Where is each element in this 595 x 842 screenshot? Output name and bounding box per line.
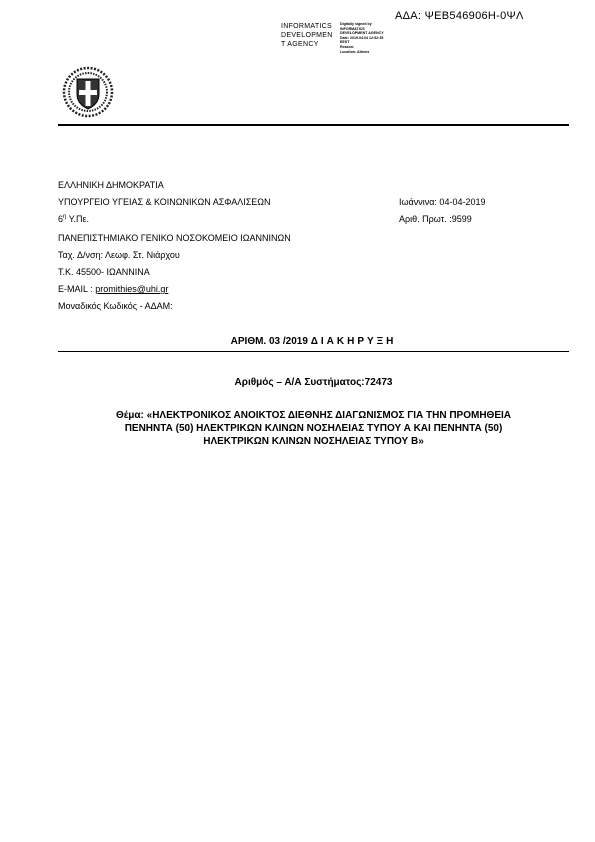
signature-line: Reason:: [340, 44, 355, 49]
health-region-text: Υ.Πε.: [66, 214, 90, 224]
signature-line: EEST: [340, 40, 350, 45]
health-region: [58, 214, 89, 224]
signature-line: Digitally signed by: [340, 22, 372, 26]
declaration-word: ΔΙΑΚΗΡΥΞΗ: [310, 336, 397, 347]
postal-code: Τ.Κ. 45500- ΙΩΑΝΝΙΝΑ: [58, 267, 150, 277]
subject-line: ΠΕΝΗΝΤΑ (50) ΗΛΕΚΤΡΙΚΩΝ ΚΛΙΝΩΝ ΝΟΣΗΛΕΙΑΣ ΤΥΠΟΥ Α ΚΑΙ ΠΕΝΗΝΤΑ (50): [124, 423, 503, 434]
unique-code: Μοναδικός Κωδικός - ΑΔΑΜ:: [58, 301, 173, 311]
subject-line: Θέμα: «ΗΛΕΚΤΡΟΝΙΚΟΣ ΑΝΟΙΚΤΟΣ ΔΙΕΘΝΗΣ ΔΙΑΓΩΝΙΣΜΟΣ ΓΙΑ ΤΗΝ ΠΡΟΜΗΘΕΙΑ: [115, 410, 511, 421]
subject-line: ΗΛΕΚΤΡΙΚΩΝ ΚΛΙΝΩΝ ΝΟΣΗΛΕΙΑΣ ΤΥΠΟΥ Β»: [203, 436, 424, 447]
email-link[interactable]: promithies@uhi.gr: [95, 284, 169, 294]
header-rule: [58, 124, 569, 126]
republic-name: ΕΛΛΗΝΙΚΗ ΔΗΜΟΚΡΑΤΙΑ: [58, 180, 164, 190]
health-region-number: 6: [58, 214, 64, 224]
declaration-title: [58, 336, 569, 347]
signature-line: DEVELOPMENT AGENCY: [340, 31, 384, 36]
signature-line: Date: 2019.04.04 12:52:35: [340, 35, 384, 40]
agency-line: INFORMATICS: [281, 23, 333, 30]
document-date: Ιωάννινα: 04-04-2019: [399, 197, 486, 207]
digital-signature-details: [340, 22, 384, 54]
ministry-name: ΥΠΟΥΡΓΕΙΟ ΥΓΕΙΑΣ & ΚΟΙΝΩΝΙΚΩΝ ΑΣΦΑΛΙΣΕΩΝ: [58, 197, 271, 207]
ada-code: ΑΔΑ: ΨΕΒ546906Η-0ΨΛ: [395, 10, 524, 22]
greek-coat-of-arms-icon: [62, 66, 114, 118]
health-region-superscript: η: [63, 214, 67, 220]
agency-line: DEVELOPMEN: [281, 32, 333, 39]
agency-line: T AGENCY: [281, 41, 319, 48]
digital-signature-agency: [281, 22, 333, 49]
signature-line: Location: Athens: [340, 49, 370, 54]
subject-block: [58, 409, 569, 448]
email-row: [58, 284, 168, 294]
declaration-number: ΑΡΙΘΜ. 03 /2019: [230, 336, 311, 347]
signature-line: INFORMATICS: [340, 26, 365, 31]
protocol-number: Αριθ. Πρωτ. :9599: [399, 214, 472, 224]
system-number: Αριθμός – Α/Α Συστήματος:72473: [234, 377, 393, 388]
email-label: E-MAIL :: [58, 284, 96, 294]
declaration-rule: [58, 351, 569, 352]
hospital-name: ΠΑΝΕΠΙΣΤΗΜΙΑΚΟ ΓΕΝΙΚΟ ΝΟΣΟΚΟΜΕΙΟ ΙΩΑΝΝΙΝΩΝ: [58, 233, 291, 243]
postal-address: Ταχ. Δ/νση: Λεωφ. Στ. Νιάρχου: [58, 250, 180, 260]
